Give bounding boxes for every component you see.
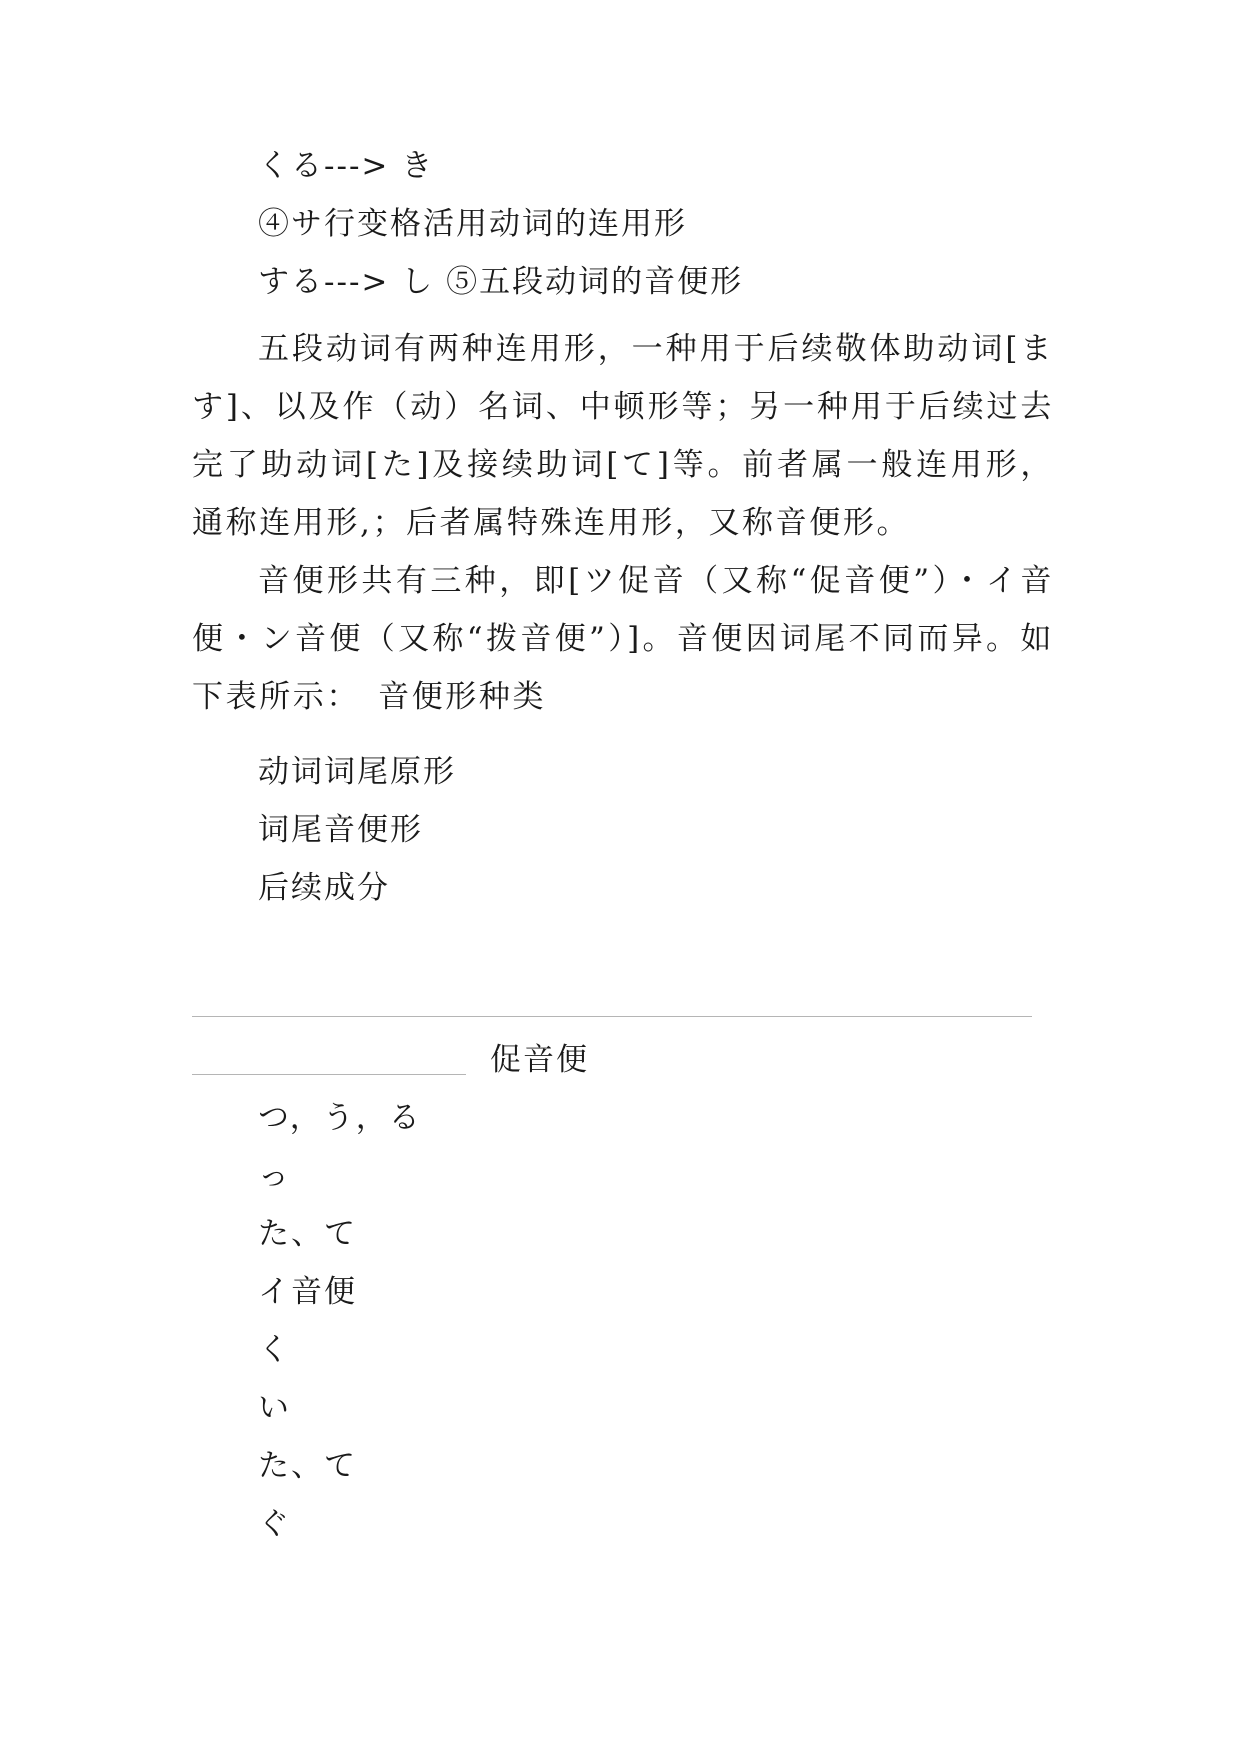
ionbin-verb-ending-ku: く [258, 1332, 291, 1368]
kuru-conjugation-line: くる---> き [258, 148, 435, 184]
ionbin-form: い [258, 1390, 291, 1426]
table-divider-short [192, 1074, 466, 1075]
table-header-onbin-form: 词尾音便形 [258, 812, 423, 848]
table-header-following-element: 后续成分 [258, 870, 390, 906]
suru-conjugation-line: する---> し ⑤五段动词的音便形 [258, 264, 744, 300]
table-header-verb-ending: 动词词尾原形 [258, 754, 456, 790]
ionbin-verb-ending-gu: ぐ [258, 1506, 291, 1542]
renyokei-explanation-paragraph: 五段动词有两种连用形，一种用于后续敬体助动词[ます]、以及作（动）名词、中顿形等；另一种用于后续过去完了助动词[た]及接续助词[て]等。前者属一般连用形，通称连用形,；后者属特殊连用形，又称音便形。 [192, 331, 1054, 541]
sokuonbin-label: 促音便 [490, 1042, 589, 1078]
sokuonbin-form: っ [258, 1158, 291, 1194]
ionbin-label: イ音便 [258, 1274, 357, 1310]
sahen-verb-heading: ④サ行变格活用动词的连用形 [258, 206, 687, 242]
ionbin-suffix: た、て [258, 1448, 357, 1484]
table-divider-full [192, 1016, 1032, 1017]
onbin-types-paragraph: 音便形共有三种，即[ツ促音（又称“促音便”）・イ音便・ン音便（又称“拨音便”）]。音便因词尾不同而异。如下表所示： 音便形种类 [192, 563, 1054, 715]
sokuonbin-suffix: た、て [258, 1216, 357, 1252]
sokuonbin-verb-endings: つ，う，る [258, 1100, 422, 1136]
